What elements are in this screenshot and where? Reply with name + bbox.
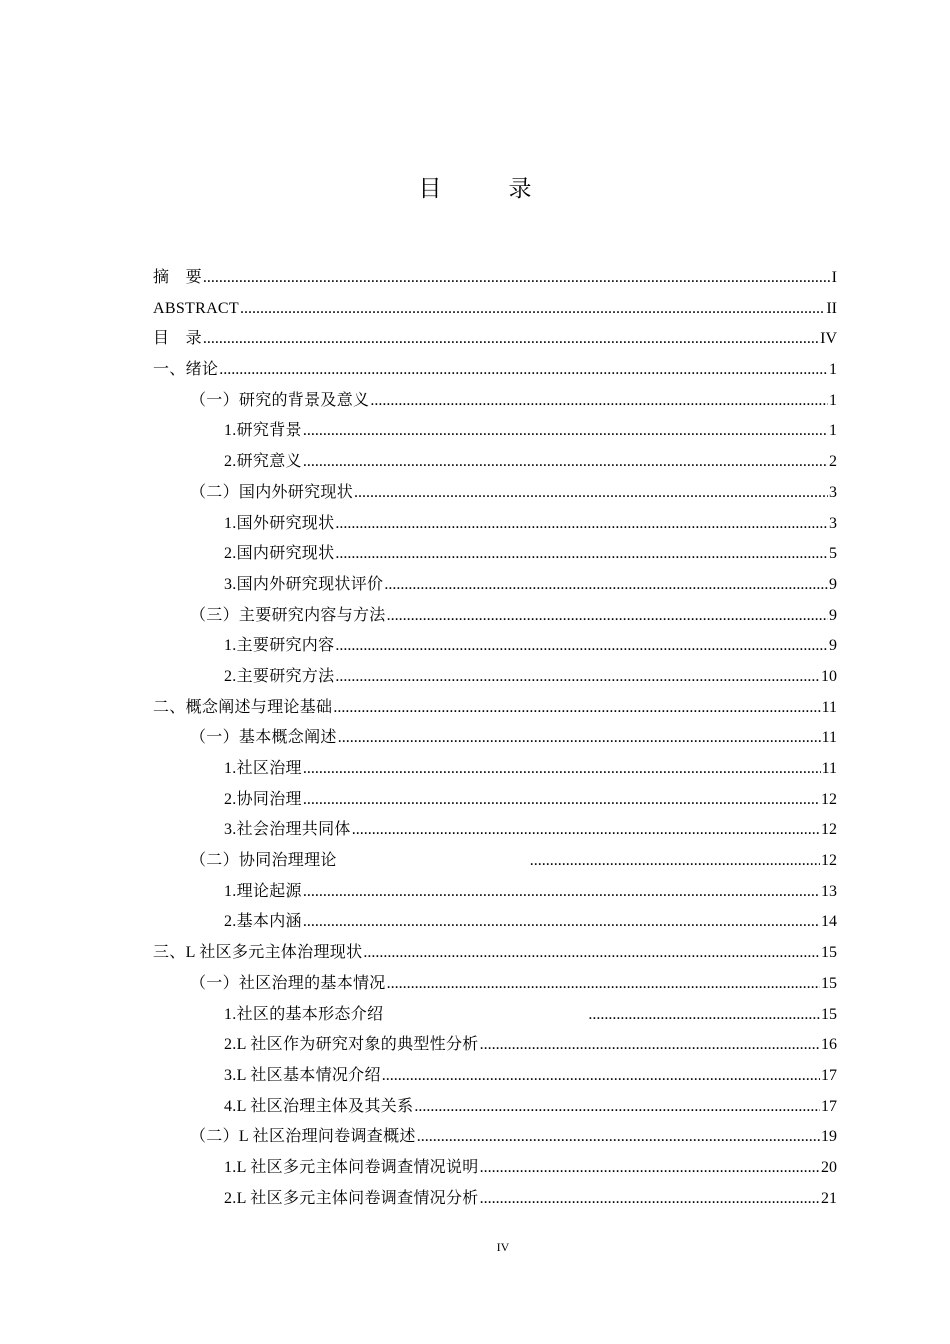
toc-entry[interactable] bbox=[153, 907, 837, 938]
toc-page-number: I bbox=[831, 269, 837, 286]
toc-page-number: 9 bbox=[829, 606, 837, 624]
toc-entry-title: （二）国内外研究现状 bbox=[190, 483, 354, 501]
toc-dot-leader bbox=[303, 907, 820, 938]
toc-entry-title: 2.研究意义 bbox=[224, 453, 302, 471]
toc-entry[interactable] bbox=[153, 386, 837, 417]
toc-page-number: IV bbox=[820, 330, 837, 348]
toc-entry-title: （一）研究的背景及意义 bbox=[190, 391, 370, 409]
toc-dot-leader bbox=[303, 877, 820, 908]
toc-entry-title: 2.国内研究现状 bbox=[224, 545, 335, 563]
toc-entry[interactable] bbox=[153, 324, 837, 355]
toc-entry-title: 一、绪论 bbox=[153, 361, 219, 379]
toc-entry-title: 2.L 社区多元主体问卷调查情况分析 bbox=[224, 1189, 479, 1207]
toc-page-number: 9 bbox=[829, 575, 837, 593]
toc-page-number: 1 bbox=[829, 391, 837, 409]
toc-dot-leader bbox=[303, 785, 820, 816]
toc-dot-leader bbox=[480, 1153, 820, 1184]
toc-page-number: II bbox=[826, 299, 837, 317]
toc-entry-title: 3.国内外研究现状评价 bbox=[224, 575, 384, 593]
toc-page-number: 17 bbox=[821, 1097, 837, 1115]
toc-entry[interactable] bbox=[153, 478, 837, 509]
toc-dot-leader bbox=[414, 1092, 820, 1123]
toc-dot-leader bbox=[219, 355, 828, 386]
toc-entry-title: （一）基本概念阐述 bbox=[190, 729, 337, 747]
toc-entry[interactable] bbox=[153, 938, 837, 969]
toc-dot-leader bbox=[384, 570, 828, 601]
toc-dot-leader bbox=[354, 478, 828, 509]
toc-entry-title: 2.主要研究方法 bbox=[224, 667, 335, 685]
toc-dot-leader bbox=[335, 662, 820, 693]
toc-dot-leader bbox=[203, 263, 831, 294]
toc-entry[interactable] bbox=[153, 693, 837, 724]
toc-dot-leader bbox=[363, 938, 820, 969]
toc-entry[interactable] bbox=[153, 570, 837, 601]
toc-entry[interactable] bbox=[153, 662, 837, 693]
toc-page-number: 15 bbox=[821, 1005, 837, 1023]
toc-entry[interactable] bbox=[153, 263, 837, 294]
toc-page-number: 12 bbox=[821, 790, 837, 808]
toc-page-number: 3 bbox=[829, 483, 837, 501]
toc-page-number: 3 bbox=[829, 514, 837, 532]
toc-page-number: 2 bbox=[829, 453, 837, 471]
page-number-footer: IV bbox=[496, 1240, 510, 1254]
toc-page-number: 14 bbox=[821, 913, 837, 931]
toc-entry[interactable] bbox=[153, 509, 837, 540]
toc-entry-title: （三）主要研究内容与方法 bbox=[190, 606, 386, 624]
toc-page-number: 16 bbox=[821, 1036, 837, 1054]
toc-page-number: 20 bbox=[821, 1158, 837, 1176]
toc-entry-title: （二）L 社区治理问卷调查概述 bbox=[190, 1128, 416, 1146]
toc-dot-leader bbox=[387, 601, 828, 632]
toc-entry-title: 3.社会治理共同体 bbox=[224, 821, 351, 839]
toc-page-number: 17 bbox=[821, 1066, 837, 1084]
toc-page-number: 9 bbox=[829, 637, 837, 655]
toc-page-number: 15 bbox=[821, 944, 837, 962]
toc-page-number: 5 bbox=[829, 545, 837, 563]
toc-entry-title: 2.基本内涵 bbox=[224, 913, 302, 931]
toc-entry[interactable] bbox=[153, 601, 837, 632]
toc-dot-leader bbox=[530, 846, 820, 877]
toc-entry[interactable] bbox=[153, 294, 837, 325]
toc-entry-title: 1.社区治理 bbox=[224, 760, 302, 777]
toc-entry-title: 4.L 社区治理主体及其关系 bbox=[224, 1097, 414, 1115]
toc-dot-leader bbox=[417, 1122, 820, 1153]
toc-entry[interactable] bbox=[153, 1153, 837, 1184]
toc-entry[interactable] bbox=[153, 631, 837, 662]
toc-entry[interactable] bbox=[153, 815, 837, 846]
toc-entry-title: （二）协同治理理论 bbox=[190, 852, 337, 870]
toc-dot-leader bbox=[370, 386, 828, 417]
toc-entry-title: 目 录 bbox=[153, 330, 202, 348]
toc-dot-leader bbox=[480, 1184, 820, 1215]
toc-dot-leader bbox=[352, 815, 820, 846]
toc-dot-leader bbox=[588, 1000, 820, 1031]
toc-entry[interactable] bbox=[153, 447, 837, 478]
toc-entry[interactable] bbox=[153, 785, 837, 816]
toc-page-number: 21 bbox=[821, 1189, 837, 1207]
toc-dot-leader bbox=[203, 324, 819, 355]
toc-entry[interactable] bbox=[153, 1122, 837, 1153]
toc-entry-title: ABSTRACT bbox=[153, 299, 239, 317]
toc-entry-title: （一）社区治理的基本情况 bbox=[190, 974, 386, 992]
toc-page-number: 12 bbox=[821, 821, 837, 839]
toc-page-number: 1 bbox=[829, 422, 837, 440]
toc-entry[interactable] bbox=[153, 754, 837, 785]
toc-page-number: 15 bbox=[821, 974, 837, 992]
toc-entry[interactable] bbox=[153, 1092, 837, 1123]
toc-dot-leader bbox=[333, 693, 820, 724]
toc-entry[interactable] bbox=[153, 1184, 837, 1215]
toc-dot-leader bbox=[338, 723, 821, 754]
toc-entry-title: 二、概念阐述与理论基础 bbox=[153, 698, 333, 716]
toc-entry-title: 1.主要研究内容 bbox=[224, 637, 335, 655]
toc-entry[interactable] bbox=[153, 1000, 837, 1031]
toc-dot-leader bbox=[335, 509, 828, 540]
page-title: 目 录 bbox=[418, 176, 554, 202]
toc-entry-title: 1.理论起源 bbox=[224, 882, 302, 900]
toc-entry-title: 2.L 社区作为研究对象的典型性分析 bbox=[224, 1036, 479, 1054]
toc-entry[interactable] bbox=[153, 416, 837, 447]
toc-page-number: 19 bbox=[821, 1128, 837, 1146]
toc-dot-leader bbox=[387, 969, 820, 1000]
toc-entry[interactable] bbox=[153, 846, 837, 877]
toc-dot-leader bbox=[303, 754, 821, 785]
toc-dot-leader bbox=[335, 631, 828, 662]
toc-page-number: 12 bbox=[821, 852, 837, 870]
toc-entry-title: 三、L 社区多元主体治理现状 bbox=[153, 944, 363, 962]
toc-page-number: 11 bbox=[821, 698, 837, 716]
toc-page-number: 1 bbox=[829, 361, 837, 379]
toc-entry-title: 3.L 社区基本情况介绍 bbox=[224, 1066, 381, 1084]
toc-entry[interactable] bbox=[153, 1030, 837, 1061]
toc-entry[interactable] bbox=[153, 877, 837, 908]
toc-entry[interactable] bbox=[153, 723, 837, 754]
toc-dot-leader bbox=[303, 416, 828, 447]
toc-page-number: 11 bbox=[821, 729, 837, 747]
toc-entry-title: 摘 要 bbox=[153, 269, 202, 286]
toc-dot-leader bbox=[382, 1061, 820, 1092]
table-of-contents bbox=[153, 263, 837, 1214]
toc-dot-leader bbox=[335, 539, 828, 570]
toc-page-number: 10 bbox=[821, 667, 837, 685]
toc-entry-title: 1.L 社区多元主体问卷调查情况说明 bbox=[224, 1158, 479, 1176]
toc-entry-title: 1.研究背景 bbox=[224, 422, 302, 440]
toc-entry[interactable] bbox=[153, 355, 837, 386]
toc-page-number: 11 bbox=[821, 760, 837, 777]
toc-dot-leader bbox=[240, 294, 825, 325]
toc-entry-title: 1.国外研究现状 bbox=[224, 514, 335, 532]
toc-page-number: 13 bbox=[821, 882, 837, 900]
toc-dot-leader bbox=[303, 447, 828, 478]
toc-entry[interactable] bbox=[153, 1061, 837, 1092]
toc-entry[interactable] bbox=[153, 539, 837, 570]
toc-dot-leader bbox=[480, 1030, 820, 1061]
toc-entry-title: 2.协同治理 bbox=[224, 790, 302, 808]
toc-entry-title: 1.社区的基本形态介绍 bbox=[224, 1005, 384, 1023]
toc-entry[interactable] bbox=[153, 969, 837, 1000]
